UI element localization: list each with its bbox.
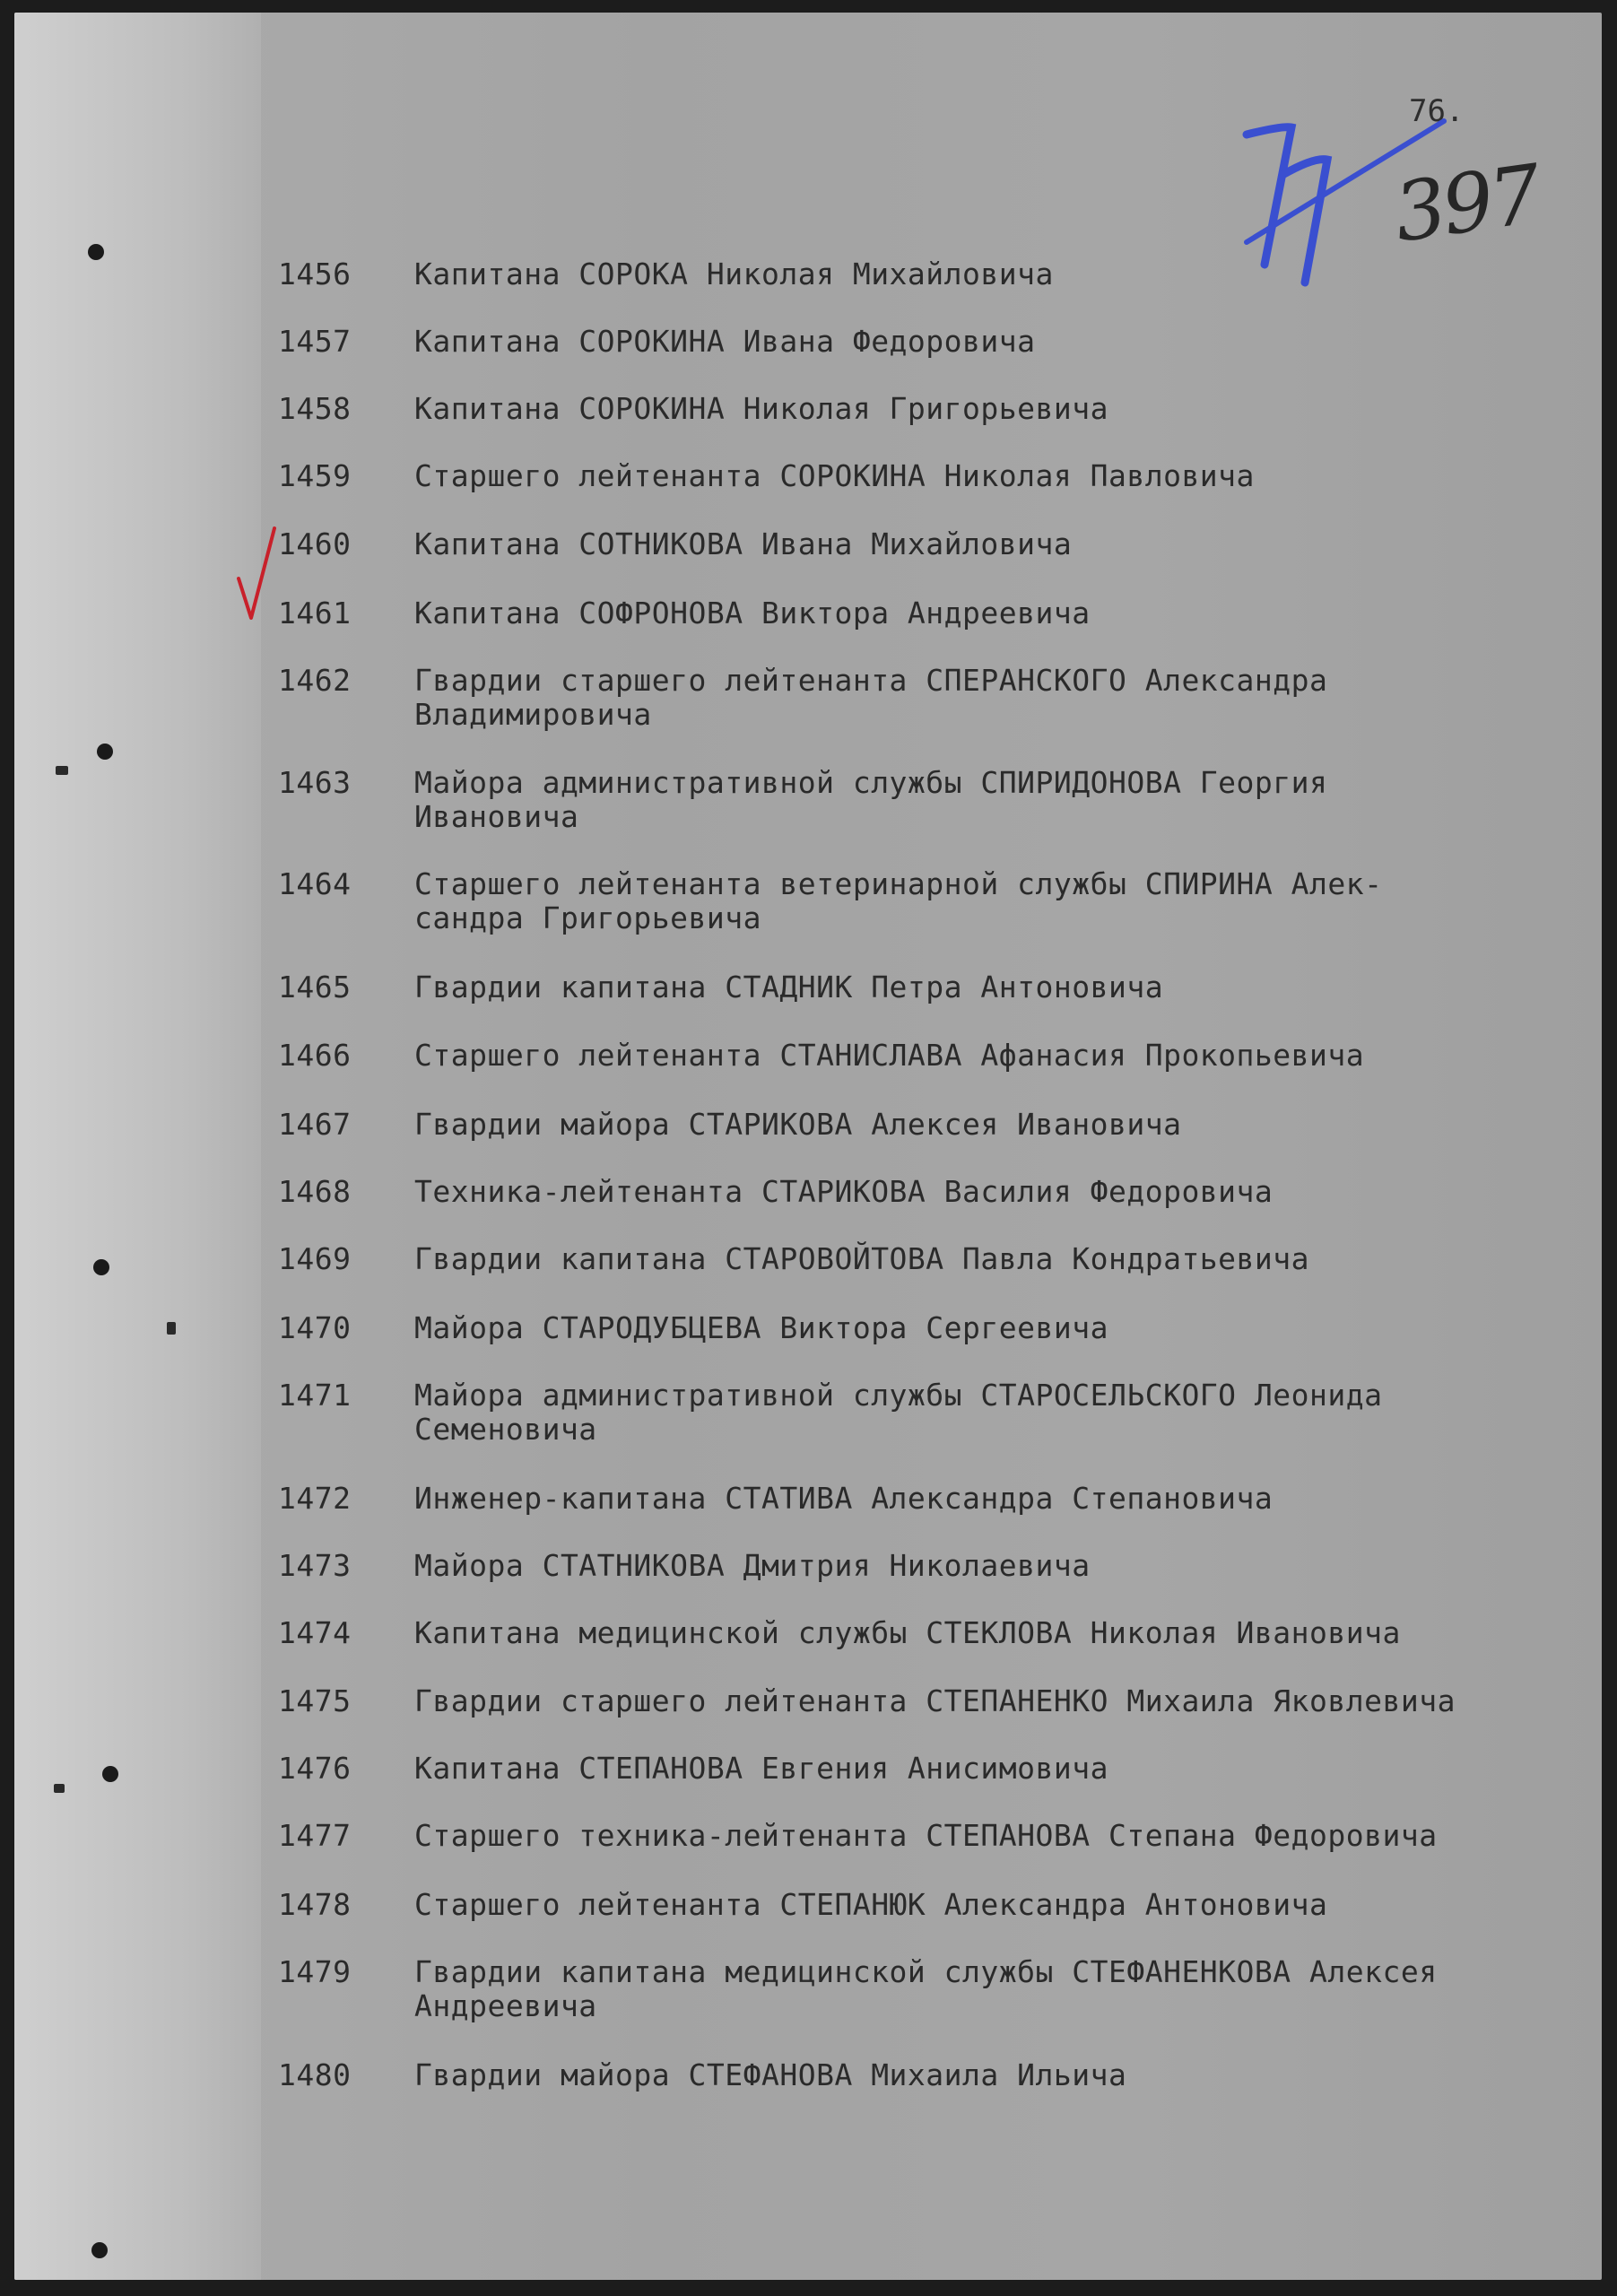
entry-number: 1462 [278,663,352,698]
punch-hole [93,1259,109,1275]
entry-text: Старшего лейтенанта СОРОКИНА Николая Павловича [414,458,1255,493]
entry-text: Старшего лейтенанта ветеринарной службы СПИРИНА Алек- сандра Григорьевича [414,866,1383,935]
entry-number: 1472 [278,1481,352,1516]
punch-hole [91,2242,108,2258]
entry-text: Гвардии капитана медицинской службы СТЕФАНЕНКОВА Алексея Андреевича [414,1954,1438,2023]
entry-text: Капитана СОТНИКОВА Ивана Михайловича [414,526,1073,561]
entry-number: 1470 [278,1310,352,1345]
entry-number: 1460 [278,526,352,561]
entry-number: 1479 [278,1954,352,1989]
entry-text: Капитана СОРОКИНА Ивана Федоровича [414,324,1036,359]
entry-text: Техника-лейтенанта СТАРИКОВА Василия Федоровича [414,1174,1274,1209]
entry-number: 1474 [278,1615,352,1650]
entry-number: 1478 [278,1887,352,1922]
dust-speck [56,766,68,775]
handwritten-folio-number: 397 [1388,147,1544,261]
entry-number: 1476 [278,1751,352,1786]
entry-number: 1473 [278,1548,352,1583]
entry-text: Капитана медицинской службы СТЕКЛОВА Николая Ивановича [414,1615,1401,1650]
entry-text: Капитана СОРОКА Николая Михайловича [414,257,1054,291]
left-margin-band [14,13,261,2280]
entry-number: 1459 [278,458,352,493]
entry-text: Инженер-капитана СТАТИВА Александра Степановича [414,1481,1274,1516]
entry-number: 1468 [278,1174,352,1209]
entry-text: Капитана СОРОКИНА Николая Григорьевича [414,391,1108,426]
entry-text: Гвардии майора СТЕФАНОВА Михаила Ильича [414,2057,1127,2092]
entry-number: 1458 [278,391,352,426]
entry-number: 1467 [278,1107,352,1142]
entry-number: 1466 [278,1038,352,1073]
entry-number: 1480 [278,2057,352,2092]
entry-number: 1471 [278,1378,352,1413]
entry-number: 1456 [278,257,352,291]
entry-text: Майора СТАТНИКОВА Дмитрия Николаевича [414,1548,1091,1583]
red-check-mark [235,525,278,623]
punch-hole [102,1766,118,1782]
entry-number: 1475 [278,1683,352,1718]
dust-speck [167,1322,176,1335]
page-number: 76. [1409,93,1465,129]
entry-text: Гвардии старшего лейтенанта СТЕПАНЕНКО Михаила Яковлевича [414,1683,1456,1718]
entry-number: 1477 [278,1818,352,1853]
entry-text: Старшего техника-лейтенанта СТЕПАНОВА Степана Федоровича [414,1818,1438,1853]
entry-text: Капитана СТЕПАНОВА Евгения Анисимовича [414,1751,1108,1786]
entry-text: Капитана СОФРОНОВА Виктора Андреевича [414,596,1091,631]
dust-speck [54,1784,65,1793]
punch-hole [88,244,104,260]
entry-number: 1469 [278,1241,352,1276]
entry-text: Старшего лейтенанта СТАНИСЛАВА Афанасия Прокопьевича [414,1038,1365,1073]
entry-number: 1464 [278,866,352,901]
entry-number: 1461 [278,596,352,631]
entry-text: Гвардии майора СТАРИКОВА Алексея Ивановича [414,1107,1182,1142]
entry-number: 1457 [278,324,352,359]
entry-text: Старшего лейтенанта СТЕПАНЮК Александра Антоновича [414,1887,1328,1922]
entry-text: Гвардии старшего лейтенанта СПЕРАНСКОГО Александра Владимировича [414,663,1328,732]
entry-number: 1463 [278,765,352,800]
entry-number: 1465 [278,970,352,1004]
entry-text: Майора СТАРОДУБЦЕВА Виктора Сергеевича [414,1310,1108,1345]
entry-text: Гвардии капитана СТАДНИК Петра Антоновича [414,970,1164,1004]
entry-text: Майора административной службы СТАРОСЕЛЬСКОГО Леонида Семеновича [414,1378,1383,1447]
entry-text: Гвардии капитана СТАРОВОЙТОВА Павла Кондратьевича [414,1241,1310,1276]
entry-text: Майора административной службы СПИРИДОНОВА Георгия Ивановича [414,765,1328,834]
punch-hole [97,744,113,760]
